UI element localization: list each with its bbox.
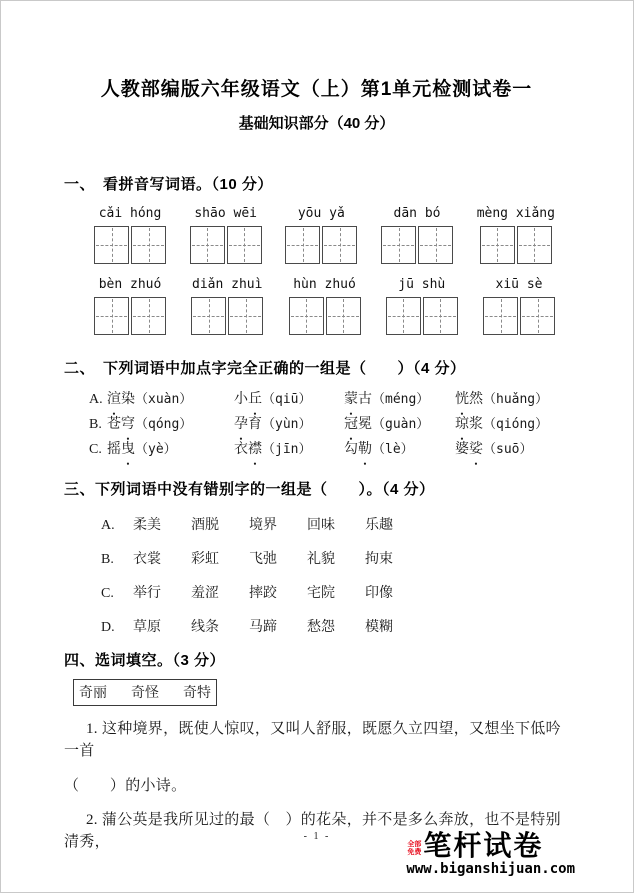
pinyin-label: xiū sè <box>495 277 543 293</box>
pinyin-annotation: （qiū） <box>262 392 312 408</box>
dotted-word: 勾勒（lè） <box>344 442 414 458</box>
writing-grid-cell <box>381 226 416 264</box>
writing-grid-cell <box>94 226 129 264</box>
option-label: A. <box>89 392 103 408</box>
dotted-word: 小丘（qiū） <box>234 392 312 408</box>
dotted-word: 蒙古（méng） <box>344 392 430 408</box>
writing-grid-cell <box>520 297 555 335</box>
word: 回味 <box>307 517 335 533</box>
option-label: C. <box>101 585 114 601</box>
writing-grid-cell <box>483 297 518 335</box>
pinyin-label: mèng xiǎng <box>476 206 555 222</box>
pinyin-group <box>191 278 263 335</box>
word: 礼貌 <box>307 551 335 567</box>
pinyin-annotation: （qióng） <box>483 417 549 433</box>
writing-grid-cell <box>423 297 458 335</box>
word: 愁怨 <box>307 619 335 635</box>
dotted-word: 苍穹（qóng） <box>107 417 193 433</box>
section-3-options <box>64 515 569 638</box>
word: 拘束 <box>365 551 393 567</box>
option-row-a <box>64 387 569 412</box>
pinyin-label: bèn zhuó <box>98 277 162 293</box>
option-row-a <box>64 515 569 536</box>
option-row-c <box>64 437 569 462</box>
pinyin-label: diǎn zhuì <box>192 277 263 293</box>
word: 乐趣 <box>365 517 393 533</box>
writing-grid-cell <box>190 226 225 264</box>
pinyin-annotation: （qóng） <box>135 417 193 433</box>
writing-grid-cell <box>289 297 324 335</box>
writing-grid-cell <box>228 297 263 335</box>
fill-blank-sentence-2-line-1: 2. 蒲公英是我所见过的最（ ）的花朵，并不是多么奔放，也不是特别清秀， <box>64 811 561 850</box>
word-bank-item: 奇特 <box>183 685 211 701</box>
section-2-options <box>64 387 569 462</box>
word-bank-item: 奇怪 <box>131 685 159 701</box>
pinyin-grid-row-2 <box>64 278 569 335</box>
dotted-word: 恍然（huǎng） <box>455 392 549 408</box>
dotted-word: 琼浆（qióng） <box>455 417 549 433</box>
option-label: D. <box>101 619 115 635</box>
writing-grid-cell <box>322 226 357 264</box>
pinyin-group <box>477 207 555 264</box>
brand-logo <box>406 832 575 878</box>
option-label: B. <box>89 417 102 433</box>
option-label: A. <box>101 517 115 533</box>
pinyin-grid-row-1 <box>64 207 569 264</box>
fill-blank-sentence-1-line-1: 1. 这种境界，既使人惊叹，又叫人舒服，既愿久立四望，又想坐下低吟一首 <box>64 720 561 759</box>
pinyin-group <box>289 278 361 335</box>
writing-grid <box>386 297 458 335</box>
pinyin-label: dān bó <box>393 206 441 222</box>
writing-grid <box>94 297 166 335</box>
option-label: C. <box>89 442 102 458</box>
pinyin-group <box>285 207 357 264</box>
writing-grid-cell <box>326 297 361 335</box>
writing-grid-cell <box>227 226 262 264</box>
section-1-heading: 一、 看拼音写词语。（10 分） <box>64 175 273 193</box>
pinyin-group <box>94 207 166 264</box>
brand-logo-row <box>406 832 575 860</box>
word: 草原 <box>133 619 161 635</box>
writing-grid-cell <box>191 297 226 335</box>
pinyin-annotation: （yè） <box>135 442 177 458</box>
writing-grid-cell <box>94 297 129 335</box>
word: 酒脱 <box>191 517 219 533</box>
word: 衣裳 <box>133 551 161 567</box>
pinyin-label: shāo wēi <box>194 206 257 222</box>
word: 境界 <box>249 517 277 533</box>
writing-grid-cell <box>517 226 552 264</box>
option-row-c <box>64 583 569 604</box>
pinyin-group <box>386 278 458 335</box>
word-bank-item: 奇丽 <box>79 685 107 701</box>
word: 摔跤 <box>249 585 277 601</box>
pinyin-annotation: （jīn） <box>262 442 312 458</box>
dotted-word: 渲染（xuàn） <box>107 392 193 408</box>
word: 彩虹 <box>191 551 219 567</box>
writing-grid <box>480 226 552 264</box>
pinyin-annotation: （guàn） <box>372 417 430 433</box>
word: 柔美 <box>133 517 161 533</box>
writing-grid <box>285 226 357 264</box>
writing-grid-cell <box>480 226 515 264</box>
word: 模糊 <box>365 619 393 635</box>
option-row-d <box>64 617 569 638</box>
dotted-word: 摇曳（yè） <box>107 442 177 458</box>
pinyin-group <box>483 278 555 335</box>
word: 举行 <box>133 585 161 601</box>
pinyin-group <box>94 278 166 335</box>
writing-grid <box>289 297 361 335</box>
section-2-heading: 二、 下列词语中加点字完全正确的一组是（ ）（4 分） <box>64 360 466 378</box>
writing-grid <box>190 226 262 264</box>
fill-blank-sentence-1-line-2: （ ）的小诗。 <box>64 777 187 794</box>
pinyin-annotation: （lè） <box>372 442 414 458</box>
pinyin-annotation: （suō） <box>483 442 533 458</box>
word: 马蹄 <box>249 619 277 635</box>
pinyin-annotation: （huǎng） <box>483 392 549 408</box>
pinyin-label: jū shù <box>398 277 446 293</box>
pinyin-label: cǎi hóng <box>98 206 162 222</box>
pinyin-group <box>381 207 453 264</box>
section-4-heading: 四、选词填空。（3 分） <box>64 651 226 669</box>
pinyin-label: hùn zhuó <box>293 277 356 293</box>
word: 羞涩 <box>191 585 219 601</box>
writing-grid-cell <box>285 226 320 264</box>
dotted-word: 孕育（yùn） <box>234 417 312 433</box>
pinyin-annotation: （xuàn） <box>135 392 193 408</box>
pinyin-group <box>190 207 262 264</box>
writing-grid <box>94 226 166 264</box>
pinyin-annotation: （méng） <box>372 392 430 408</box>
word: 宅院 <box>307 585 335 601</box>
word: 飞弛 <box>249 551 277 567</box>
brand-name: 笔杆试卷 <box>423 830 544 862</box>
writing-grid-cell <box>131 226 166 264</box>
dotted-word: 冠冕（guàn） <box>344 417 430 433</box>
pinyin-label: yōu yǎ <box>297 206 345 222</box>
writing-grid <box>191 297 263 335</box>
brand-url: www.biganshijuan.com <box>406 861 575 878</box>
writing-grid-cell <box>418 226 453 264</box>
writing-grid <box>483 297 555 335</box>
word: 印像 <box>365 585 393 601</box>
pinyin-annotation: （yùn） <box>262 417 312 433</box>
brand-free-badge: 全部免费 <box>407 841 422 857</box>
writing-grid-cell <box>386 297 421 335</box>
page-number: - 1 - <box>303 831 331 842</box>
dotted-word: 婆娑（suō） <box>455 442 533 458</box>
paper-content <box>1 79 633 853</box>
page-title: 人教部编版六年级语文（上）第1单元检测试卷一 <box>100 79 533 100</box>
page-subtitle: 基础知识部分（40 分） <box>238 114 395 132</box>
writing-grid-cell <box>131 297 166 335</box>
option-label: B. <box>101 551 114 567</box>
option-row-b <box>64 412 569 437</box>
word-bank-box <box>73 679 217 706</box>
word: 线条 <box>191 619 219 635</box>
dotted-word: 衣襟（jīn） <box>234 442 312 458</box>
writing-grid <box>381 226 453 264</box>
section-3-heading: 三、下列词语中没有错别字的一组是（ ）。（4 分） <box>64 481 435 499</box>
option-row-b <box>64 549 569 570</box>
